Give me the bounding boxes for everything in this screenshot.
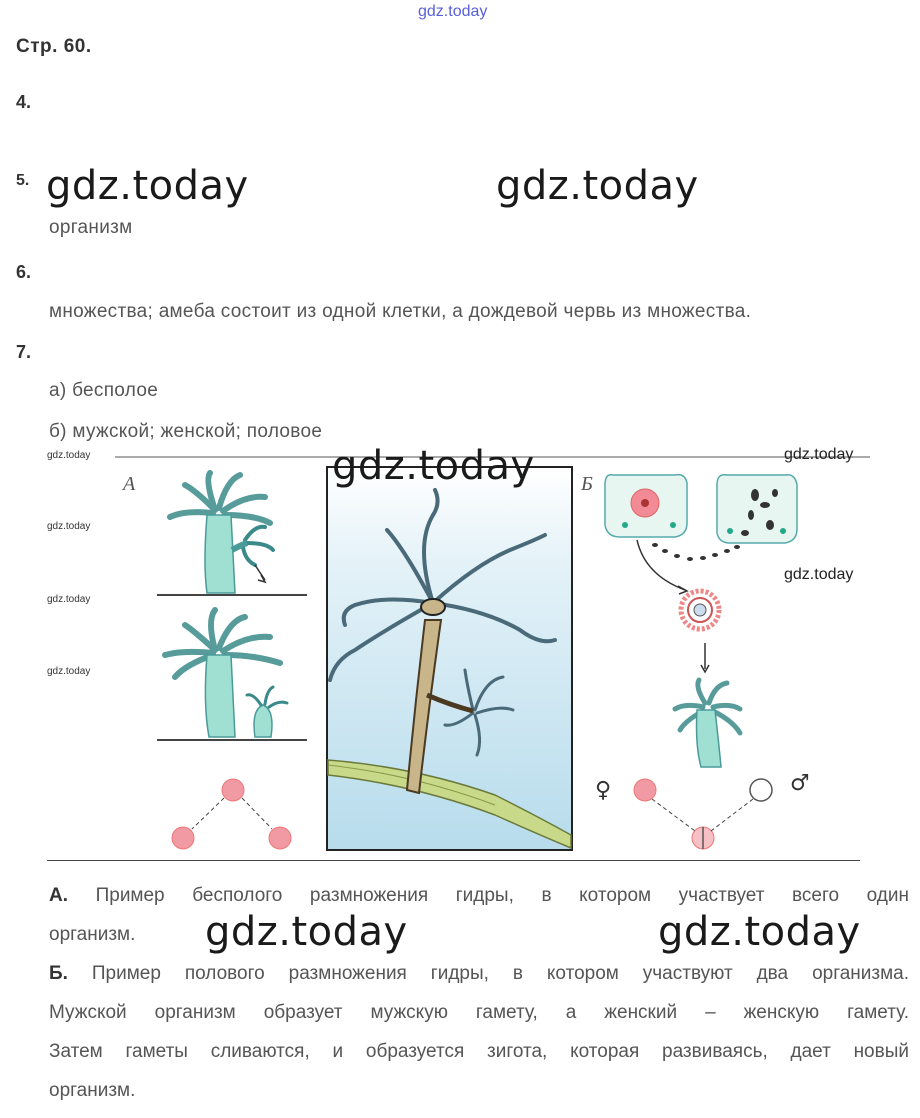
item-5-number: 5. [16, 172, 30, 189]
watermark-text: gdz.today [496, 163, 699, 209]
page-heading: Стр. 60. [16, 36, 92, 57]
panel-a-label: А [123, 473, 136, 495]
item-6-number: 6. [16, 262, 32, 282]
watermark-text: gdz.today [205, 909, 408, 955]
center-panel-drawing [327, 467, 572, 850]
hydra-reproduction-figure [115, 455, 870, 858]
watermark-text: gdz.today [47, 521, 91, 532]
watermark-text: gdz.today [47, 666, 91, 677]
explanation-a-text: Пример бесполого размножения гидры, в котором участвует всего один [95, 885, 909, 906]
item-5-answer: организм [49, 217, 133, 238]
figure-bottom-divider [47, 860, 860, 861]
watermark-text: gdz.today [332, 443, 535, 489]
panel-b-label: Б [581, 473, 593, 495]
watermark-text: gdz.today [784, 566, 854, 583]
explanation-b-line1 [49, 954, 909, 993]
explanation-b-line3: Затем гаметы сливаются, и образуется зигота, которая развиваясь, дает новый [49, 1041, 909, 1062]
site-watermark-top: gdz.today [418, 3, 488, 20]
explanation-a-label: А. [49, 885, 68, 906]
watermark-text: gdz.today [658, 909, 861, 955]
explanation-b-line4: организм. [49, 1080, 136, 1101]
item-7-answer-a: а) бесполое [49, 380, 159, 401]
panel-a-drawing [157, 473, 307, 849]
explanation-b-line2: Мужской организм образует мужскую гамету, а женский – женскую гамету. [49, 1002, 909, 1023]
explanation-b-text: Пример полового размножения гидры, в котором участвуют два организма. [91, 963, 910, 984]
item-6-answer: множества; амеба состоит из одной клетки, а дождевой червь из множества. [49, 301, 752, 322]
female-symbol: ♀ [595, 778, 612, 803]
male-symbol: ♂ [790, 771, 810, 796]
panel-b-drawing [605, 475, 797, 849]
watermark-text: gdz.today [47, 594, 91, 605]
watermark-text: gdz.today [784, 446, 854, 463]
figure-drawing [115, 455, 870, 858]
item-7-answer-b: б) мужской; женской; половое [49, 421, 323, 442]
watermark-text: gdz.today [46, 163, 249, 209]
explanation-a-line2: организм. [49, 924, 136, 945]
item-7-number: 7. [16, 342, 32, 362]
watermark-text: gdz.today [47, 450, 91, 461]
item-4-number: 4. [16, 92, 32, 112]
explanation-b-label: Б. [49, 963, 68, 984]
